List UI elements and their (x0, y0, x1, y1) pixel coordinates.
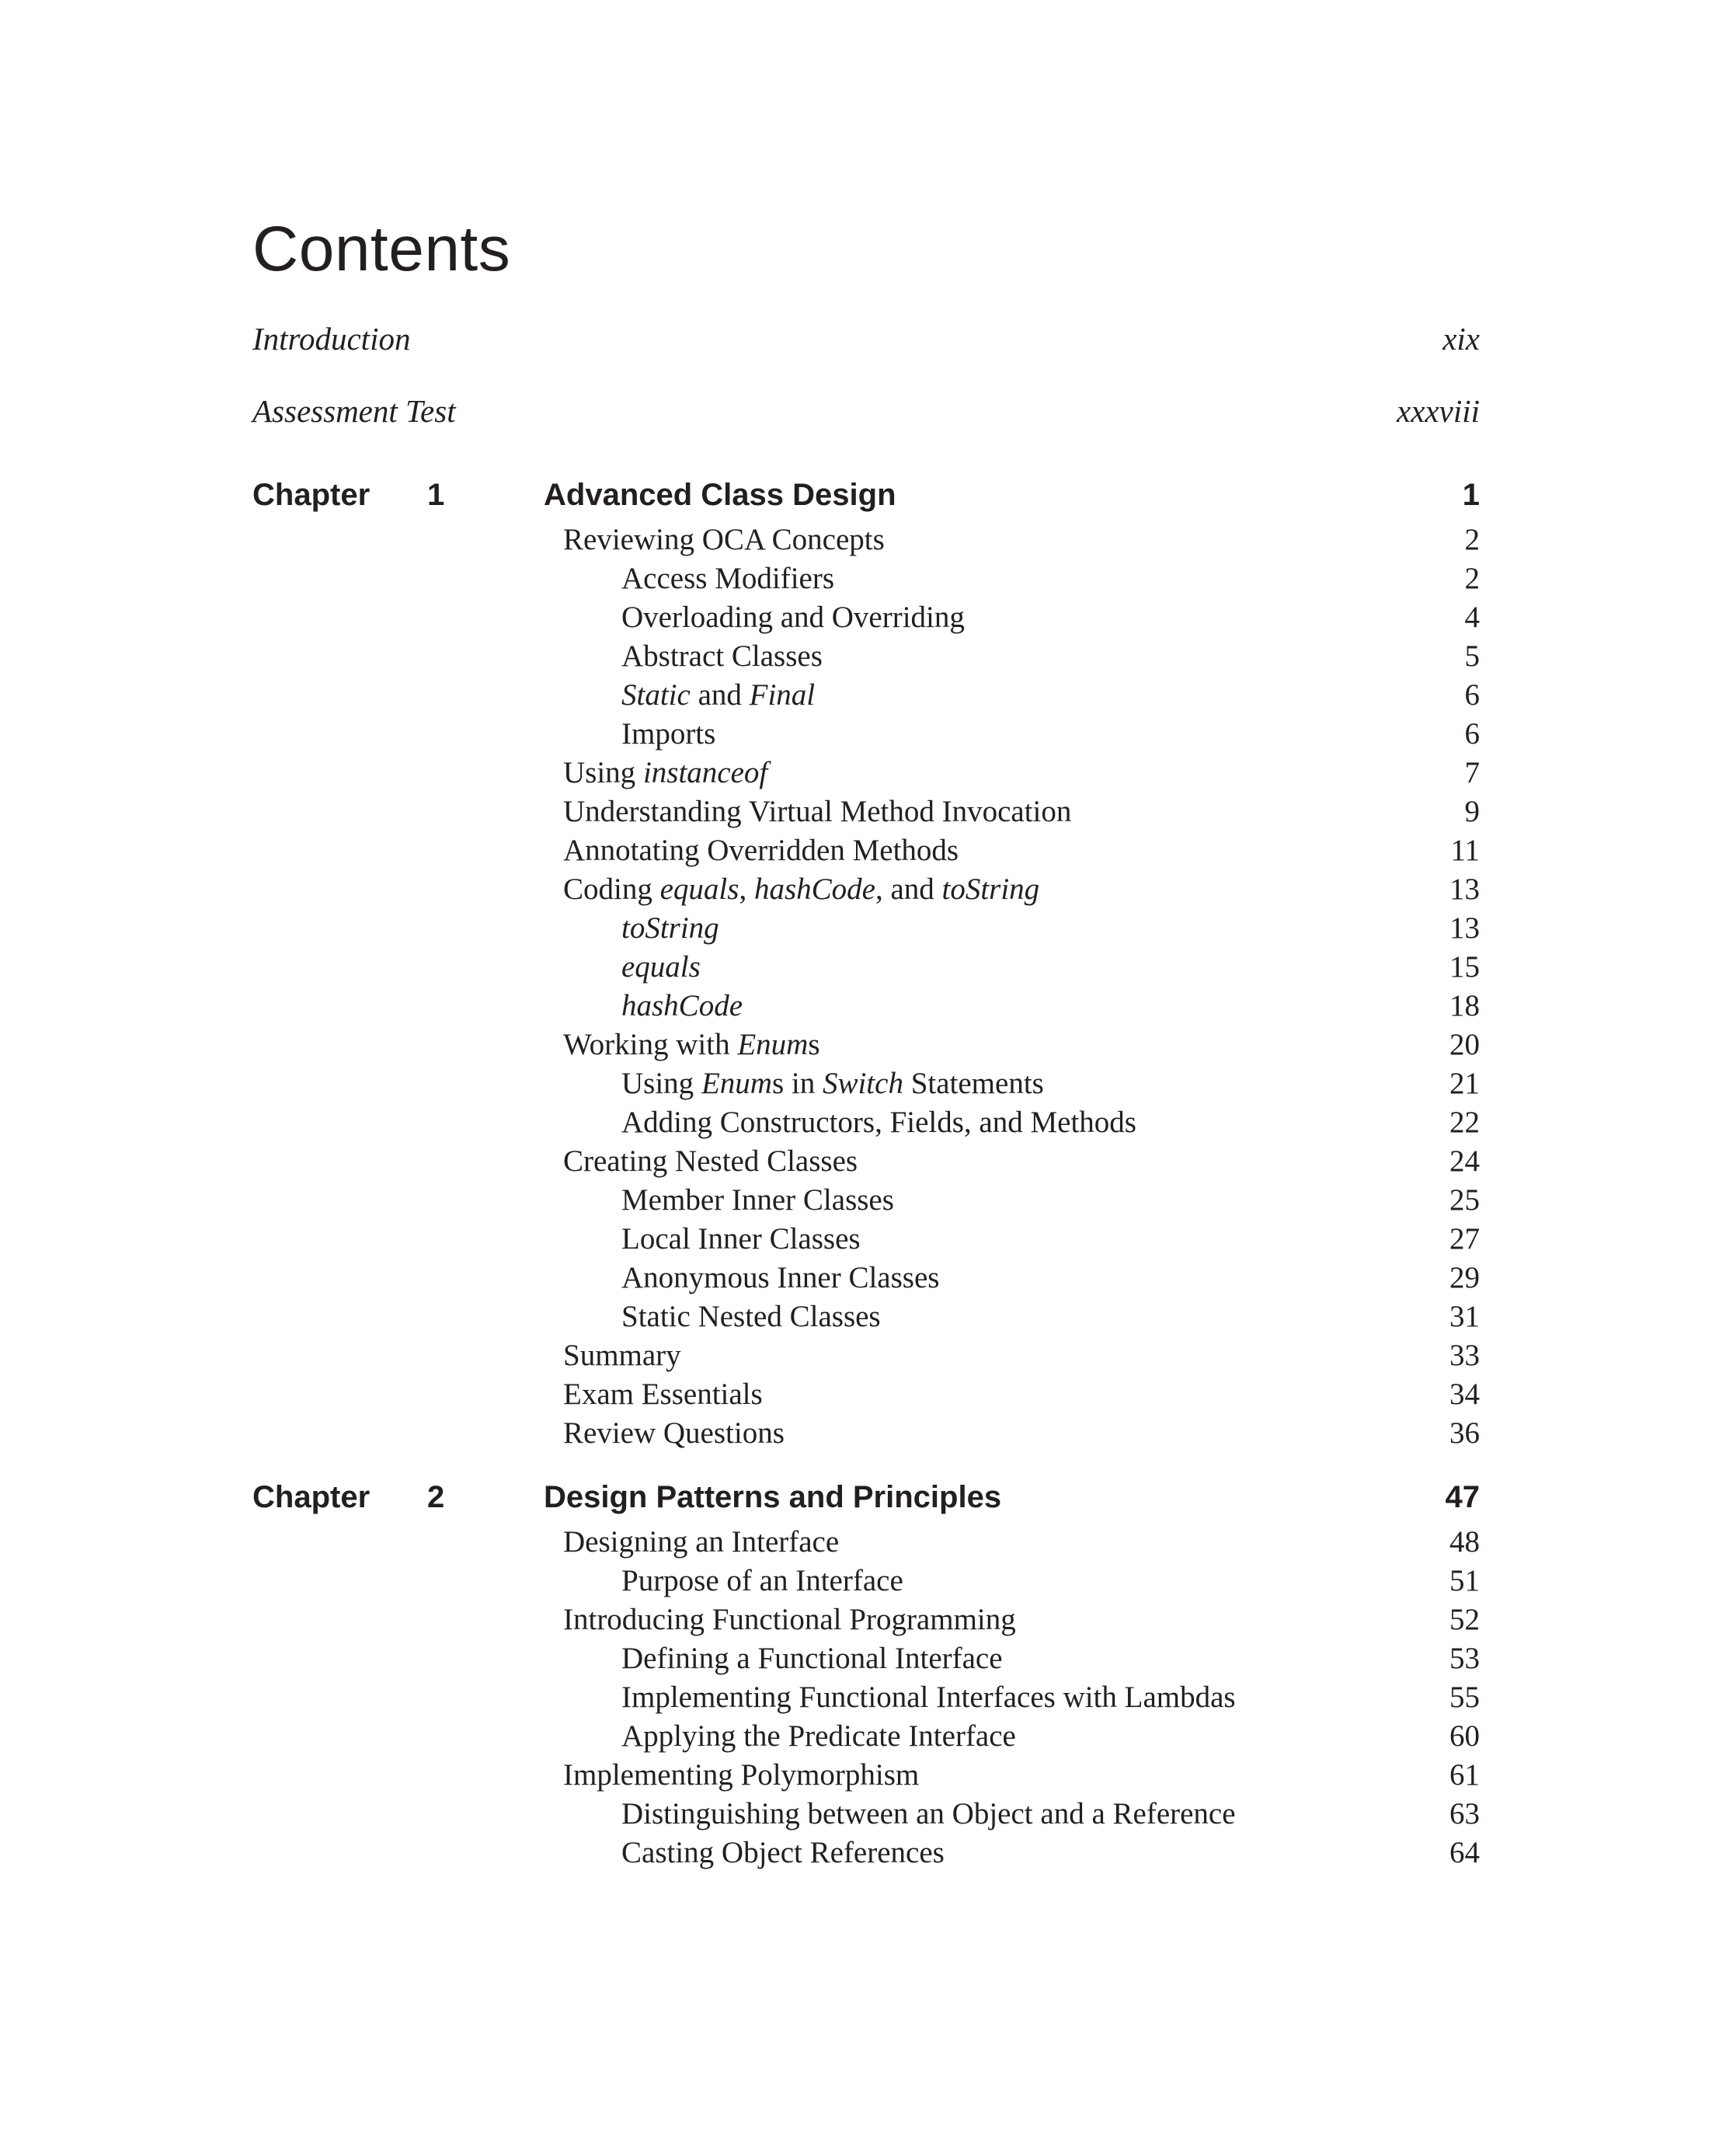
entry-title (563, 1142, 858, 1181)
subsection-entry (563, 1064, 1480, 1103)
subsection-entry (563, 1562, 1480, 1600)
entry-page: 11 (1450, 834, 1480, 867)
chapter-page: 1 (1462, 478, 1480, 512)
entry-page: 2 (1464, 523, 1480, 556)
front-matter-page: xxxviii (1397, 393, 1480, 429)
entry-title (563, 1678, 1236, 1717)
entry-title (563, 1297, 881, 1336)
entry-title (563, 987, 743, 1026)
entry-page: 20 (1449, 1028, 1480, 1061)
entry-title-italic-part: Static (621, 678, 691, 712)
entry-title-italic-part: equals (621, 950, 701, 984)
chapter-number: 1 (427, 478, 445, 512)
entry-title-part: Defining a Functional Interface (621, 1642, 1003, 1675)
entry-title-part: Member Inner Classes (621, 1183, 894, 1217)
entry-page: 18 (1449, 989, 1480, 1022)
entry-title-part: , (739, 873, 754, 906)
entry-title (563, 792, 1071, 831)
entry-page: 31 (1449, 1300, 1480, 1333)
entry-title (563, 1562, 903, 1600)
subsection-entry (563, 1795, 1480, 1834)
entry-title (563, 1717, 1016, 1756)
section-entry (563, 1523, 1480, 1562)
entry-title-part: Applying the Predicate Interface (621, 1719, 1016, 1753)
entry-page: 36 (1449, 1416, 1480, 1450)
entry-title-part: Designing an Interface (563, 1525, 840, 1559)
subsection-entry (563, 909, 1480, 948)
entry-title (563, 637, 823, 676)
front-matter-page: xix (1442, 321, 1480, 357)
subsection-entry (563, 1103, 1480, 1142)
entry-title-part: Using (621, 1067, 701, 1100)
subsection-entry (563, 1220, 1480, 1259)
entry-title (563, 870, 1039, 909)
entry-title-part: Exam Essentials (563, 1378, 763, 1411)
entry-title-part: Understanding Virtual Method Invocation (563, 795, 1072, 828)
entry-title (563, 831, 959, 870)
entry-title-part: Coding (563, 873, 660, 906)
entry-title (563, 1064, 1044, 1103)
subsection-entry (563, 1717, 1480, 1756)
entry-page: 64 (1449, 1836, 1480, 1869)
chapter-list (252, 469, 1480, 1891)
entry-title-part: Summary (563, 1339, 681, 1372)
entry-title-italic-part: toString (621, 911, 719, 945)
entry-title (563, 1336, 681, 1375)
entry-page: 63 (1449, 1797, 1480, 1830)
entry-title-part: Abstract Classes (621, 639, 823, 673)
entry-page: 13 (1449, 911, 1480, 945)
entry-title (563, 909, 719, 948)
subsection-entry (563, 1297, 1480, 1336)
subsection-entry (563, 598, 1480, 637)
section-entries (563, 521, 1480, 1472)
front-matter-introduction (252, 303, 1480, 375)
section-entry (563, 1756, 1480, 1795)
subsection-entry (563, 987, 1480, 1026)
entry-title (563, 1220, 861, 1259)
section-entry (563, 831, 1480, 870)
entry-title-part: Working with (563, 1028, 738, 1061)
entry-page: 55 (1449, 1681, 1480, 1714)
entry-title-part: Imports (621, 717, 716, 751)
entry-title-part: Adding Constructors, Fields, and Methods (621, 1106, 1136, 1139)
entry-title (563, 715, 715, 754)
entry-title-part: , and (875, 873, 942, 906)
entry-title-part: Annotating Overridden Methods (563, 834, 959, 867)
subsection-entry (563, 948, 1480, 987)
chapter-section-1 (252, 469, 1480, 1472)
section-entries (563, 1523, 1480, 1891)
chapter-number: 2 (427, 1480, 445, 1514)
front-matter-label: Introduction (252, 321, 411, 357)
entry-title-part: Purpose of an Interface (621, 1564, 903, 1597)
entry-title (563, 948, 701, 987)
entry-title (563, 1181, 894, 1220)
front-matter-assessment-test (252, 375, 1480, 448)
entry-page: 9 (1464, 795, 1480, 828)
entry-title-part: Static Nested Classes (621, 1300, 881, 1333)
entry-title-italic-part: toString (941, 873, 1040, 906)
entry-title (563, 1026, 820, 1064)
entry-page: 13 (1449, 873, 1480, 906)
subsection-entry (563, 1834, 1480, 1872)
entry-title-italic-part: Final (749, 678, 816, 712)
entry-page: 25 (1449, 1183, 1480, 1217)
entry-title-part: Overloading and Overriding (621, 601, 965, 634)
entry-page: 15 (1449, 950, 1480, 984)
entry-title-part: Implementing Polymorphism (563, 1758, 920, 1792)
entry-title (563, 1834, 945, 1872)
front-matter-label: Assessment Test (252, 393, 456, 429)
section-entry (563, 792, 1480, 831)
entry-page: 29 (1449, 1261, 1480, 1294)
section-entry (563, 754, 1480, 792)
entry-title (563, 754, 767, 792)
entry-title-part: Access Modifiers (621, 562, 835, 595)
entry-page: 51 (1449, 1564, 1480, 1597)
entry-page: 4 (1464, 601, 1480, 634)
entry-page: 2 (1464, 562, 1480, 595)
entry-title-part: Casting Object References (621, 1836, 945, 1869)
subsection-entry (563, 1181, 1480, 1220)
entry-page: 52 (1449, 1603, 1480, 1636)
entry-title-part: Implementing Functional Interfaces with Lambdas (621, 1681, 1236, 1714)
entry-page: 34 (1449, 1378, 1480, 1411)
chapter-label: Chapter (252, 1480, 371, 1514)
contents-page (252, 214, 1480, 1891)
entry-title-part: Review Questions (563, 1416, 785, 1450)
section-entry (563, 1375, 1480, 1414)
subsection-entry (563, 1678, 1480, 1717)
entry-title-part: Using (563, 756, 643, 789)
section-entry (563, 1414, 1480, 1453)
section-entry (563, 1026, 1480, 1064)
entry-title (563, 1259, 939, 1297)
entry-title-italic-part: Enum (701, 1067, 772, 1100)
entry-title-italic-part: Enum (737, 1028, 809, 1061)
entry-title-part: Introducing Functional Programming (563, 1603, 1016, 1636)
entry-page: 5 (1464, 639, 1480, 673)
entry-page: 24 (1449, 1144, 1480, 1178)
entry-title (563, 598, 965, 637)
entry-title (563, 521, 885, 559)
entry-title-part: Distinguishing between an Object and a Reference (621, 1797, 1236, 1830)
section-entry (563, 521, 1480, 559)
entry-title (563, 1103, 1136, 1142)
entry-title-italic-part: Switch (822, 1067, 903, 1100)
entry-title-part: Creating Nested Classes (563, 1144, 858, 1178)
subsection-entry (563, 1639, 1480, 1678)
subsection-entry (563, 637, 1480, 676)
entry-title-italic-part: equals (659, 873, 739, 906)
chapter-label: Chapter (252, 478, 371, 512)
front-matter (252, 303, 1480, 448)
entry-title-part: s (808, 1028, 820, 1061)
entry-title (563, 1414, 785, 1453)
subsection-entry (563, 559, 1480, 598)
chapter-heading (252, 1472, 1480, 1523)
entry-title-part: Reviewing OCA Concepts (563, 523, 885, 556)
entry-page: 7 (1464, 756, 1480, 789)
subsection-entry (563, 715, 1480, 754)
entry-title (563, 1600, 1016, 1639)
entry-title (563, 1795, 1236, 1834)
entry-page: 48 (1449, 1525, 1480, 1559)
page-title: Contents (252, 214, 511, 284)
entry-title (563, 559, 834, 598)
subsection-entry (563, 1259, 1480, 1297)
entry-title (563, 1523, 839, 1562)
subsection-entry (563, 676, 1480, 715)
entry-title-part: s in (771, 1067, 823, 1100)
entry-page: 60 (1449, 1719, 1480, 1753)
entry-page: 22 (1449, 1106, 1480, 1139)
chapter-heading (252, 469, 1480, 521)
entry-page: 61 (1449, 1758, 1480, 1792)
entry-title (563, 1639, 1003, 1678)
entry-page: 33 (1449, 1339, 1480, 1372)
section-entry (563, 1600, 1480, 1639)
entry-title-part: Statements (903, 1067, 1044, 1100)
entry-title (563, 1375, 763, 1414)
entry-title-part: and (690, 678, 750, 712)
section-entry (563, 1336, 1480, 1375)
entry-title-italic-part: instanceof (642, 756, 768, 789)
entry-title-part: Local Inner Classes (621, 1222, 861, 1256)
entry-title-italic-part: hashCode (753, 873, 875, 906)
chapter-title: Advanced Class Design (544, 478, 896, 512)
entry-title (563, 676, 815, 715)
entry-page: 21 (1449, 1067, 1480, 1100)
entry-page: 53 (1449, 1642, 1480, 1675)
entry-title-part: Anonymous Inner Classes (621, 1261, 940, 1294)
section-entry (563, 870, 1480, 909)
entry-page: 27 (1449, 1222, 1480, 1256)
chapter-title: Design Patterns and Principles (544, 1480, 1002, 1514)
chapter-section-2 (252, 1472, 1480, 1891)
entry-title-italic-part: hashCode (621, 989, 743, 1022)
chapter-page: 47 (1445, 1480, 1480, 1514)
entry-page: 6 (1464, 717, 1480, 751)
entry-title (563, 1756, 919, 1795)
section-entry (563, 1142, 1480, 1181)
entry-page: 6 (1464, 678, 1480, 712)
